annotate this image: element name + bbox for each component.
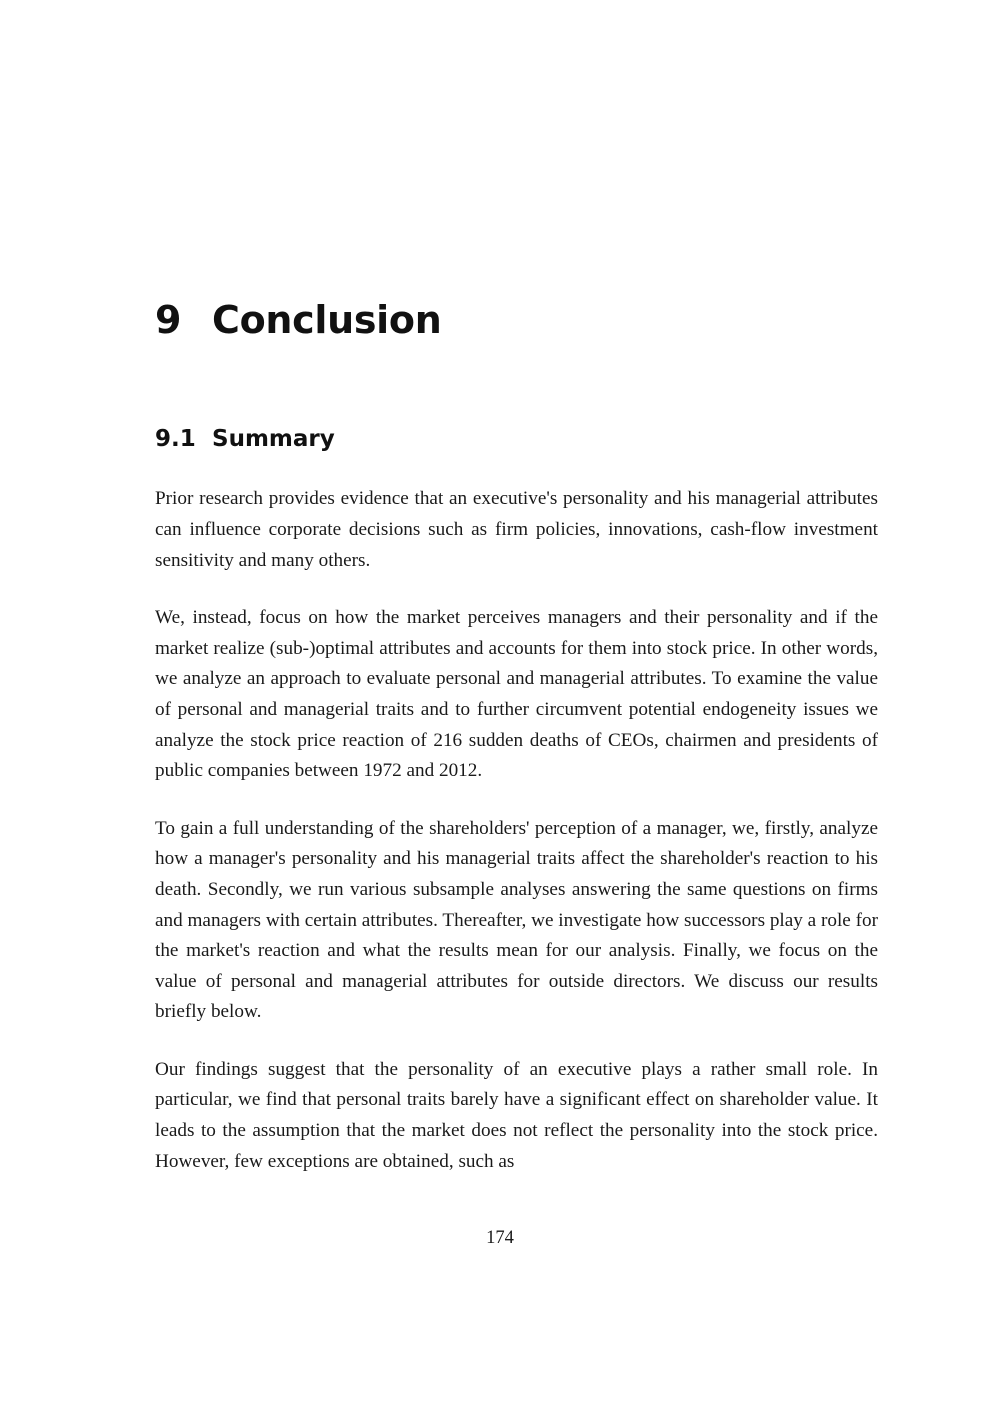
- page-number: 174: [486, 1228, 514, 1248]
- section-title: Summary: [212, 425, 335, 452]
- chapter-title: Conclusion: [212, 298, 442, 342]
- page-content: [155, 300, 878, 1177]
- paragraph-4: Our findings suggest that the personality of an executive plays a rather small role. In particular, we find that personal traits barely have a significant effect on shareholder value. It leads to the assumption that the market does not reflect the personality into the stock price. However, few exceptions are obtained, such as: [155, 1058, 878, 1172]
- section-heading: [155, 426, 878, 454]
- section-number: 9.1: [155, 425, 196, 452]
- paragraph-3: To gain a full understanding of the shareholders' perception of a manager, we, firstly, analyze how a manager's personality and his managerial traits affect the shareholder's reaction to his death. Secondly, we run various subsample analyses answering the same questions on firms and managers with certain attributes. Thereafter, we investigate how successors play a role for the market's reaction and what the results mean for our analysis. Finally, we focus on the value of personal and managerial attributes for outside directors. We discuss our results briefly below.: [155, 817, 878, 1023]
- paragraph-2: We, instead, focus on how the market perceives managers and their personality and if the market realize (sub-)optimal attributes and accounts for them into stock price. In other words, we analyze an approach to evaluate personal and managerial attributes. To examine the value of personal and managerial traits and to further circumvent potential endogeneity issues we analyze the stock price reaction of 216 sudden deaths of CEOs, chairmen and presidents of public companies between 1972 and 2012.: [155, 607, 878, 782]
- chapter-heading: [155, 300, 878, 342]
- paragraph-1: Prior research provides evidence that an executive's personality and his managerial attributes can influence corporate decisions such as firm policies, innovations, cash-flow investment sensitivity and many others.: [155, 488, 878, 571]
- chapter-number: 9: [155, 298, 182, 342]
